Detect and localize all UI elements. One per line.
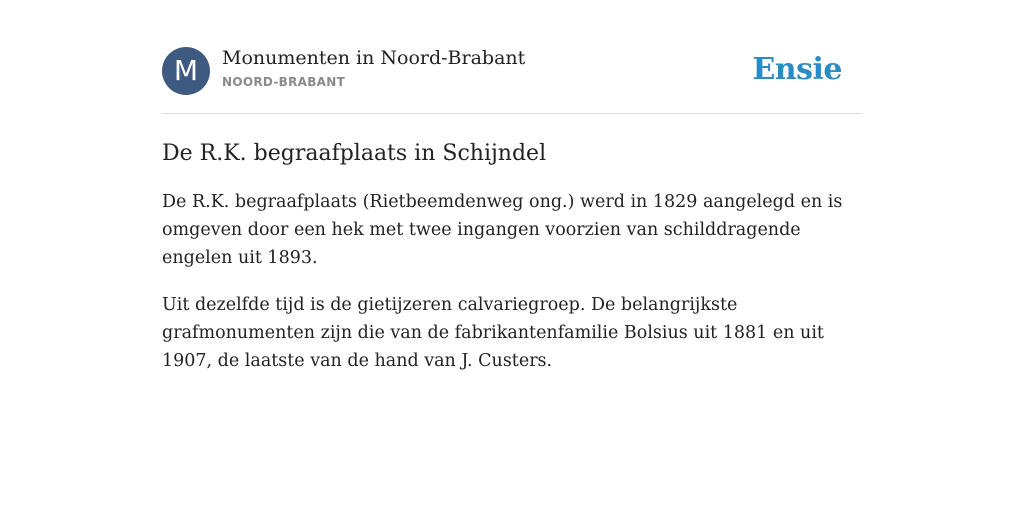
header [162, 46, 862, 114]
article-title: De R.K. begraafplaats in Schijndel [162, 141, 547, 166]
site-title[interactable]: Monumenten in Noord-Brabant [222, 47, 526, 69]
site-subtitle[interactable]: NOORD-BRABANT [222, 75, 346, 89]
article-paragraph: Uit dezelfde tijd is de gietijzeren calvariegroep. De belangrijkste grafmonumenten zijn die van de fabrikantenfamilie Bolsius uit 1881 en uit 1907, de laatste van de hand van J. Custers. [162, 295, 824, 371]
brand-logo[interactable]: Ensie [752, 52, 842, 87]
article-paragraph: De R.K. begraafplaats (Rietbeemdenweg ong.) werd in 1829 aangelegd en is omgeven door een hek met twee ingangen voorzien van schilddragende engelen uit 1893. [162, 192, 843, 268]
content-card [162, 46, 862, 375]
avatar[interactable]: M [162, 47, 210, 95]
header-text [222, 46, 525, 90]
